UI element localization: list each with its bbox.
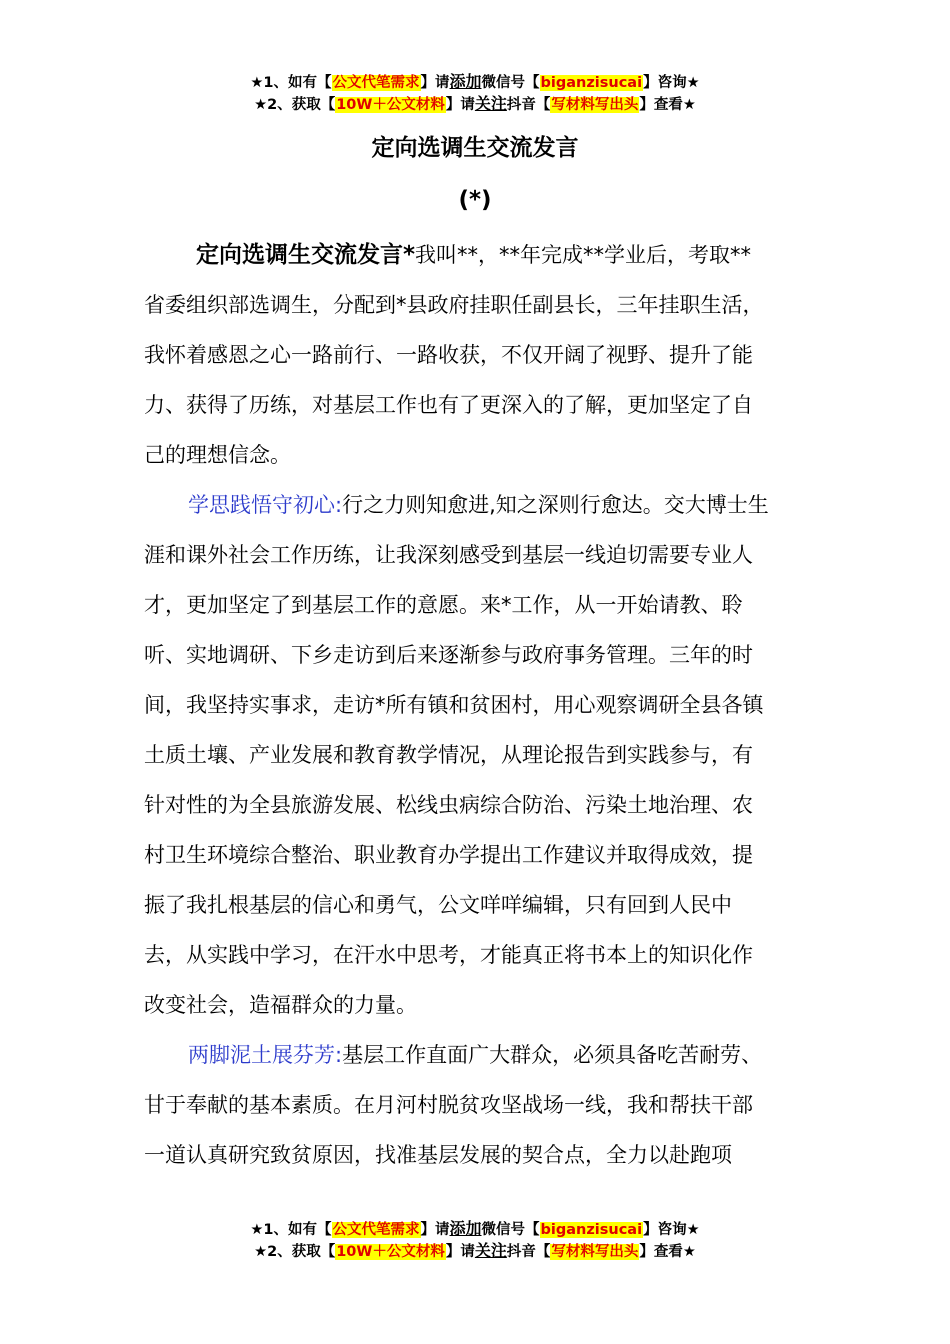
line [144,480,808,530]
promo-text: 】咨询★ [643,75,700,91]
promo-line-2 [0,93,950,115]
promo-text: ★2、获取【 [254,97,336,113]
wechat-id-highlight: biganzisucai [540,75,643,91]
promo-text: ★1、如有【 [250,75,332,91]
line: 省委组织部选调生，分配到*县政府挂职任副县长，三年挂职生活， [144,293,764,317]
promo-text: 】查看★ [639,1244,696,1260]
line: 力、获得了历练，对基层工作也有了更深入的了解，更加坚定了自 [144,393,753,417]
line: 间，我坚持实事求，走访*所有镇和贫困村，用心观察调研全县各镇 [144,693,764,717]
line: 己的理想信念。 [144,443,291,467]
line: 涯和课外社会工作历练，让我深刻感受到基层一线迫切需要专业人 [144,543,753,567]
line: 听、实地调研、下乡走访到后来逐渐参与政府事务管理。三年的时 [144,643,753,667]
promo-highlight: 10W＋公文材料 [336,1244,445,1260]
promo-highlight: 公文代笔需求 [332,1222,420,1238]
promo-text: 】请 [420,1222,450,1238]
promo-highlight: 10W＋公文材料 [336,97,445,113]
promo-line-1 [0,1218,950,1240]
section-text: 基层工作直面广大群众，必须具备吃苦耐劳、 [342,1043,763,1067]
promo-text: 抖音【 [506,97,551,113]
line: 土质土壤、产业发展和教育教学情况，从理论报告到实践参与，有 [144,743,753,767]
promo-text: 】咨询★ [643,1222,700,1238]
section-heading: 两脚泥土展芬芳: [188,1043,343,1067]
line: 去，从实践中学习，在汗水中思考，才能真正将书本上的知识化作 [144,943,753,967]
line [144,1030,808,1080]
paragraph-grassroots [144,1030,808,1180]
promo-underline: 添加 [449,72,482,91]
promo-banner-bottom [0,1218,950,1262]
line: 我怀着感恩之心一路前行、一路收获，不仅开阔了视野、提升了能 [144,343,753,367]
document-subtitle: (*) [458,187,492,213]
promo-text: 】请 [445,97,475,113]
promo-text: 微信号【 [481,75,540,91]
promo-text: ★2、获取【 [254,1244,336,1260]
promo-text: 】查看★ [639,97,696,113]
lead-rest: 我叫**，**年完成**学业后，考取** [415,243,752,267]
line: 才，更加坚定了到基层工作的意愿。来*工作，从一开始请教、聆 [144,593,743,617]
promo-banner-top [0,71,950,115]
line: 甘于奉献的基本素质。在月河村脱贫攻坚战场一线，我和帮扶干部 [144,1093,753,1117]
promo-text: 抖音【 [506,1244,551,1260]
line [144,230,808,280]
promo-highlight: 公文代笔需求 [332,75,420,91]
promo-text: 】请 [445,1244,475,1260]
douyin-highlight: 写材料写出头 [551,97,639,113]
line: 针对性的为全县旅游发展、松线虫病综合防治、污染土地治理、农 [144,793,753,817]
promo-text: 微信号【 [481,1222,540,1238]
promo-underline: 关注 [474,1241,507,1260]
line: 村卫生环境综合整治、职业教育办学提出工作建议并取得成效，提 [144,843,753,867]
promo-text: ★1、如有【 [250,1222,332,1238]
lead-heading: 定向选调生交流发言* [196,242,416,268]
section-heading: 学思践悟守初心: [188,493,343,517]
document-title: 定向选调生交流发言 [371,135,579,161]
promo-underline: 添加 [449,1219,482,1238]
line: 振了我扎根基层的信心和勇气，公文咩咩编辑，只有回到人民中 [144,893,732,917]
section-text: 行之力则知愈进,知之深则行愈达。交大博士生 [342,493,769,517]
promo-line-2 [0,1240,950,1262]
promo-underline: 关注 [474,94,507,113]
document-body [144,230,808,1180]
line: 改变社会，造福群众的力量。 [144,993,417,1017]
promo-text: 】请 [420,75,450,91]
wechat-id-highlight: biganzisucai [540,1222,643,1238]
paragraph-intro [144,230,808,480]
promo-line-1 [0,71,950,93]
paragraph-study-practice [144,480,808,1030]
line: 一道认真研究致贫原因，找准基层发展的契合点，全力以赴跑项 [144,1143,732,1167]
douyin-highlight: 写材料写出头 [551,1244,639,1260]
